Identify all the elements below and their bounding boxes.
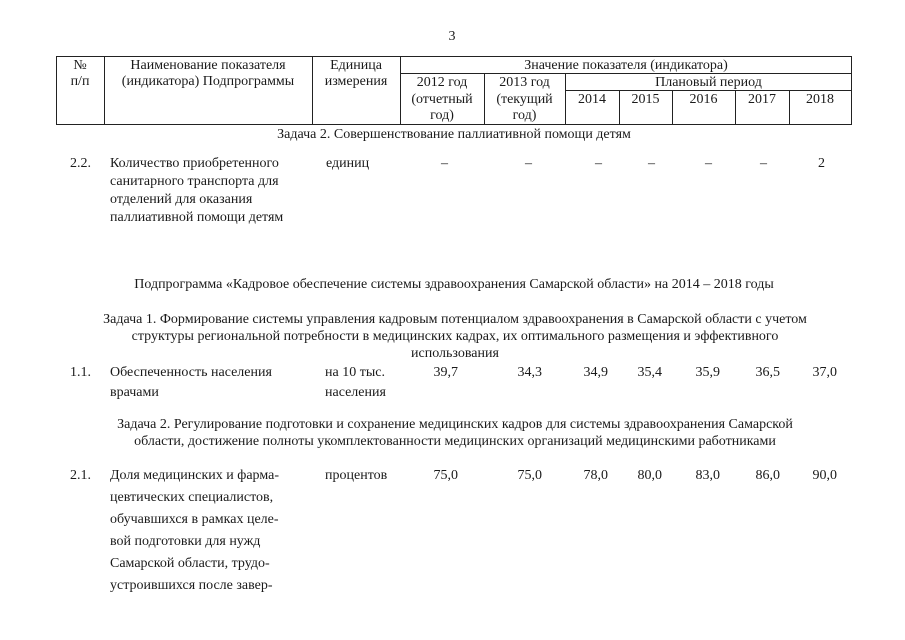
header-plan-year: 2015 — [631, 92, 660, 107]
header-year-2013: (текущий — [496, 92, 553, 107]
row-value: – — [705, 156, 712, 171]
row-number: 1.1. — [70, 365, 91, 380]
row-value: 75,0 — [517, 468, 542, 483]
row-value: 35,9 — [695, 365, 720, 380]
row-value: 37,0 — [812, 365, 837, 380]
task-heading: Задача 1. Формирование системы управления кадровым потенциалом здравоохранения в Самарской области с учетом — [103, 312, 807, 327]
header-plan-year: 2014 — [578, 92, 606, 107]
row-value: 2 — [818, 156, 825, 171]
header-year-2013: 2013 год — [499, 75, 550, 90]
row-value: 78,0 — [583, 468, 608, 483]
row-value: 83,0 — [695, 468, 720, 483]
header-plan-year: 2016 — [689, 92, 718, 107]
row-value: 34,3 — [517, 365, 542, 380]
row-unit: населения — [325, 385, 386, 400]
header-year-2012: (отчетный — [411, 92, 473, 107]
header-plan-year: 2017 — [748, 92, 776, 107]
header-year-2012: год) — [430, 108, 454, 123]
row-name: Количество приобретенного — [110, 156, 279, 171]
row-name: устроившихся после завер- — [110, 578, 273, 593]
row-value: 75,0 — [433, 468, 458, 483]
row-value: 34,9 — [583, 365, 608, 380]
row-name: отделений для оказания — [110, 192, 253, 207]
row-value: 90,0 — [812, 468, 837, 483]
row-value: 39,7 — [433, 365, 458, 380]
row-name: цевтических специалистов, — [110, 490, 274, 505]
header-plan-year: 2018 — [806, 92, 834, 107]
row-value: 80,0 — [637, 468, 662, 483]
header-value-title: Значение показателя (индикатора) — [524, 58, 728, 73]
row-name: вой подготовки для нужд — [110, 534, 261, 549]
row-name: обучавшихся в рамках целе- — [110, 512, 279, 527]
row-unit: на 10 тыс. — [325, 365, 385, 380]
header-plan-title: Плановый период — [655, 75, 762, 90]
row-value: – — [441, 156, 448, 171]
subprogram-title: Подпрограмма «Кадровое обеспечение системы здравоохранения Самарской области» на 2014 – 2018 годы — [134, 277, 774, 292]
header-year-2013: год) — [512, 108, 537, 123]
task-heading: Задача 2. Регулирование подготовки и сохранение медицинских кадров для системы здравоохранения Самарской — [117, 417, 793, 432]
row-value: – — [648, 156, 655, 171]
task-heading: использования — [411, 346, 499, 361]
row-value: – — [595, 156, 602, 171]
row-unit: единиц — [326, 156, 370, 171]
header-num: п/п — [70, 74, 90, 89]
row-name: паллиативной помощи детям — [110, 210, 284, 225]
row-unit: процентов — [325, 468, 388, 483]
task-heading: области, достижение полноты укомплектованности медицинских организаций медицинскими работниками — [134, 434, 776, 449]
header-unit: Единица — [330, 58, 382, 73]
header-name: Наименование показателя — [130, 58, 286, 73]
row-value: – — [760, 156, 767, 171]
header-year-2012: 2012 год — [416, 75, 468, 90]
row-value: 86,0 — [755, 468, 780, 483]
task-heading: Задача 2. Совершенствование паллиативной помощи детям — [277, 127, 631, 142]
row-number: 2.1. — [70, 468, 91, 483]
row-name: Доля медицинских и фарма- — [110, 468, 279, 483]
page-number: 3 — [448, 29, 456, 44]
header-unit: измерения — [324, 74, 388, 89]
header-num: № — [73, 58, 87, 73]
header-name: (индикатора) Подпрограммы — [121, 74, 295, 89]
header-bottom-border — [56, 124, 852, 125]
row-value: 36,5 — [755, 365, 780, 380]
row-name: врачами — [110, 385, 159, 400]
row-name: Самарской области, трудо- — [110, 556, 270, 571]
row-number: 2.2. — [70, 156, 91, 171]
row-name: Обеспеченность населения — [110, 365, 272, 380]
row-value: – — [525, 156, 532, 171]
row-name: санитарного транспорта для — [110, 174, 279, 189]
row-value: 35,4 — [637, 365, 662, 380]
task-heading: структуры региональной потребности в медицинских кадрах, их оптимального размещения и эффективного — [131, 329, 779, 344]
